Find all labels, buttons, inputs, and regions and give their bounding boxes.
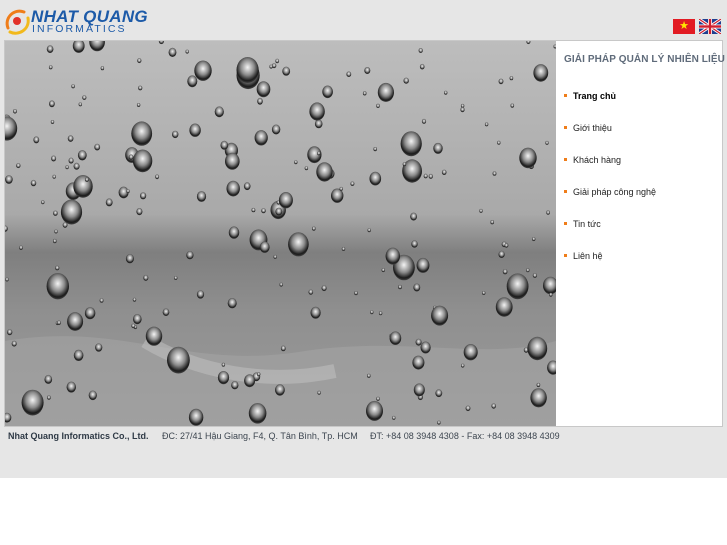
raindrop — [225, 153, 240, 170]
raindrop — [373, 147, 377, 151]
raindrop — [74, 163, 80, 170]
raindrop — [537, 383, 541, 387]
footer-phone: ĐT: +84 08 3948 4308 - Fax: +84 08 3948 4309 — [370, 431, 560, 441]
raindrop — [532, 237, 535, 241]
raindrop — [419, 48, 423, 53]
raindrop — [227, 181, 240, 197]
nav-item-label: Giới thiệu — [573, 123, 612, 133]
raindrop — [174, 276, 177, 280]
raindrop — [464, 344, 478, 360]
main-content — [4, 40, 723, 427]
raindrop — [140, 192, 146, 199]
raindrop — [378, 83, 394, 102]
raindrop — [85, 178, 89, 182]
raindrop — [312, 227, 316, 231]
raindrop — [54, 230, 57, 234]
raindrop — [309, 102, 324, 120]
raindrop — [366, 401, 383, 421]
raindrop — [85, 307, 95, 319]
raindrop — [63, 222, 68, 228]
raindrop — [137, 58, 141, 63]
raindrop — [155, 174, 159, 179]
raindrop — [89, 391, 97, 401]
raindrop — [47, 395, 51, 399]
raindrop — [19, 245, 23, 250]
raindrop — [305, 166, 308, 170]
raindrop — [499, 79, 504, 85]
raindrop — [527, 337, 547, 360]
raindrop — [269, 65, 272, 69]
raindrop — [5, 278, 8, 282]
raindrop — [133, 150, 152, 173]
raindrop — [41, 200, 44, 204]
raindrop — [479, 209, 482, 213]
raindrop — [420, 64, 425, 70]
raindrop — [460, 107, 464, 112]
raindrop — [47, 273, 69, 299]
raindrop — [281, 346, 286, 352]
vietnamese-flag-icon[interactable]: ★ — [673, 19, 695, 34]
raindrop — [346, 71, 351, 77]
raindrop — [491, 403, 496, 408]
nav-item-solutions[interactable] — [564, 185, 656, 217]
raindrop — [228, 298, 237, 308]
raindrop — [126, 189, 129, 193]
raindrop — [194, 61, 211, 81]
raindrop — [172, 131, 178, 138]
raindrop — [533, 273, 537, 278]
raindrop — [316, 162, 332, 181]
raindrop — [244, 182, 251, 190]
raindrop — [288, 232, 309, 256]
raindrop — [412, 356, 424, 370]
raindrop — [274, 255, 277, 259]
raindrop — [255, 130, 268, 145]
raindrop — [136, 208, 142, 215]
raindrop — [133, 314, 142, 324]
raindrop — [490, 220, 494, 224]
raindrop — [526, 268, 529, 272]
raindrop — [49, 100, 55, 107]
raindrop — [7, 329, 12, 335]
logo-text-bottom: INFORMATICS — [32, 23, 127, 35]
raindrop — [237, 57, 259, 83]
raindrop — [545, 141, 548, 145]
raindrops-image — [5, 41, 556, 426]
raindrop — [370, 172, 382, 186]
raindrop — [100, 298, 104, 303]
raindrop — [364, 67, 370, 74]
raindrop — [68, 135, 74, 142]
raindrop — [189, 124, 200, 137]
raindrop — [382, 268, 385, 272]
bullet-icon — [564, 190, 567, 193]
bullet-icon — [564, 254, 567, 257]
raindrop — [398, 285, 402, 289]
raindrop — [294, 160, 297, 164]
raindrop — [311, 307, 321, 319]
raindrop — [503, 269, 508, 274]
raindrop — [126, 254, 134, 263]
raindrop — [444, 91, 447, 95]
raindrop — [133, 298, 136, 302]
raindrop — [31, 180, 36, 186]
raindrop — [442, 170, 447, 175]
main-navigation — [564, 89, 656, 281]
raindrop — [414, 383, 425, 396]
raindrop — [363, 91, 367, 95]
raindrop — [47, 45, 54, 53]
raindrop — [22, 390, 44, 416]
raindrop — [530, 388, 546, 407]
raindrop — [71, 84, 75, 88]
raindrop — [53, 211, 58, 216]
raindrop — [282, 67, 290, 76]
raindrop — [410, 213, 417, 221]
raindrop — [131, 324, 135, 329]
bullet-icon — [564, 94, 567, 97]
raindrop — [433, 143, 442, 154]
raindrop — [322, 86, 333, 99]
raindrop — [79, 102, 82, 106]
raindrop — [218, 371, 229, 384]
raindrop — [322, 285, 327, 291]
raindrop — [187, 75, 197, 87]
raindrop — [403, 162, 406, 166]
raindrop — [275, 384, 285, 395]
raindrop — [231, 381, 238, 389]
raindrop — [186, 50, 189, 54]
raindrop — [280, 283, 283, 287]
footer-address: ĐC: 27/41 Hậu Giang, F4, Q. Tân Bình, Tp. HCM — [162, 431, 358, 441]
bullet-icon — [564, 126, 567, 129]
raindrop — [499, 251, 505, 258]
sidebar — [556, 41, 725, 426]
raindrop — [466, 406, 471, 412]
raindrop — [197, 290, 204, 299]
raindrop — [404, 78, 409, 84]
raindrop — [169, 48, 177, 57]
footer — [8, 431, 723, 445]
raindrop — [431, 306, 448, 326]
bullet-icon — [564, 158, 567, 161]
raindrop — [61, 200, 82, 225]
raindrop — [510, 76, 514, 80]
raindrop — [257, 81, 271, 97]
raindrop — [493, 171, 497, 175]
raindrop — [275, 59, 279, 64]
raindrop — [57, 320, 61, 325]
logo-text-top: NHAT QUANG — [31, 7, 148, 26]
raindrop — [221, 141, 229, 150]
raindrop — [379, 311, 382, 315]
raindrop — [163, 308, 170, 316]
uk-flag-icon[interactable] — [699, 19, 721, 34]
bullet-icon — [564, 222, 567, 225]
raindrop — [435, 389, 442, 397]
raindrop — [272, 125, 280, 135]
raindrop — [416, 339, 422, 346]
raindrop — [215, 106, 224, 117]
raindrop — [73, 175, 92, 198]
nav-item-label: Trang chủ — [573, 91, 617, 101]
raindrop — [69, 158, 74, 164]
raindrop — [257, 98, 263, 105]
raindrop — [138, 86, 142, 91]
raindrop — [376, 397, 380, 401]
raindrop — [392, 416, 395, 420]
raindrop — [95, 343, 102, 352]
raindrop — [533, 64, 548, 82]
raindrop — [421, 342, 431, 354]
raindrop — [546, 210, 550, 214]
nav-item-home[interactable] — [564, 89, 656, 121]
hero-image-raindrops — [5, 41, 556, 426]
raindrop — [65, 165, 68, 169]
raindrop — [131, 121, 152, 145]
raindrop — [49, 65, 53, 69]
raindrop — [279, 192, 293, 208]
raindrop — [33, 136, 39, 143]
raindrop — [390, 331, 402, 345]
site-title: GIẢI PHÁP QUẢN LÝ NHIÊN LIỆU — [564, 54, 725, 65]
raindrop — [429, 174, 433, 179]
raindrop — [55, 266, 59, 271]
raindrop — [67, 382, 76, 393]
raindrop — [461, 364, 464, 368]
raindrop — [53, 175, 56, 179]
raindrop — [101, 66, 104, 70]
raindrop — [51, 120, 54, 124]
raindrop — [197, 191, 206, 202]
raindrop — [315, 120, 323, 129]
raindrop — [401, 131, 422, 156]
raindrop — [53, 239, 57, 243]
raindrop — [317, 391, 320, 395]
raindrop — [370, 310, 373, 314]
raindrop — [249, 403, 267, 424]
company-logo[interactable] — [4, 6, 146, 36]
raindrop — [497, 141, 500, 145]
raindrop — [51, 156, 56, 162]
raindrop — [106, 198, 113, 206]
raindrop — [229, 226, 239, 238]
raindrop — [549, 293, 552, 297]
raindrop — [167, 347, 190, 374]
raindrop — [376, 104, 380, 108]
nav-item-label: Khách hàng — [573, 155, 622, 165]
raindrop — [45, 375, 53, 384]
raindrop — [12, 341, 17, 347]
footer-company: Nhat Quang Informatics Co., Ltd. — [8, 431, 149, 441]
raindrop — [424, 174, 428, 179]
raindrop — [189, 409, 203, 426]
nav-item-label: Giải pháp công nghệ — [573, 187, 657, 197]
nav-item-about[interactable] — [564, 121, 656, 153]
raindrop — [94, 144, 100, 151]
raindrop — [519, 148, 536, 169]
raindrop — [342, 247, 345, 251]
raindrop — [367, 374, 371, 378]
raindrop — [186, 251, 193, 259]
raindrop — [260, 242, 270, 253]
nav-item-label: Liên hệ — [573, 251, 603, 261]
raindrop — [82, 95, 86, 100]
raindrop — [13, 109, 17, 114]
raindrop — [485, 122, 488, 126]
raindrop — [340, 187, 343, 191]
raindrop — [317, 151, 320, 155]
raindrop — [411, 240, 417, 248]
raindrop — [16, 163, 20, 168]
raindrop — [137, 103, 140, 107]
raindrop — [505, 243, 509, 247]
raindrop — [350, 181, 354, 186]
raindrop — [146, 327, 162, 346]
raindrop — [252, 208, 256, 212]
nav-item-customers[interactable] — [564, 153, 656, 185]
raindrop — [129, 154, 134, 159]
raindrop — [354, 291, 358, 295]
raindrop — [422, 119, 426, 124]
raindrop — [222, 363, 225, 367]
raindrop — [74, 350, 84, 361]
nav-item-contact[interactable] — [564, 249, 656, 281]
raindrop — [309, 289, 314, 294]
raindrop — [78, 150, 87, 160]
raindrop — [368, 228, 371, 232]
raindrop — [507, 273, 529, 299]
nav-item-news[interactable] — [564, 217, 656, 249]
raindrop — [5, 175, 13, 184]
nav-item-label: Tin tức — [573, 219, 601, 229]
raindrop — [413, 284, 420, 292]
raindrop — [257, 372, 260, 376]
raindrop — [417, 258, 430, 273]
raindrop — [261, 208, 266, 213]
raindrop — [482, 291, 485, 295]
header — [0, 0, 727, 40]
raindrop — [143, 275, 148, 281]
raindrop — [275, 208, 282, 216]
raindrop — [386, 248, 400, 265]
raindrop — [511, 104, 515, 108]
raindrop — [496, 297, 513, 317]
raindrop — [437, 421, 440, 425]
raindrop — [67, 312, 83, 331]
raindrop — [244, 374, 255, 387]
